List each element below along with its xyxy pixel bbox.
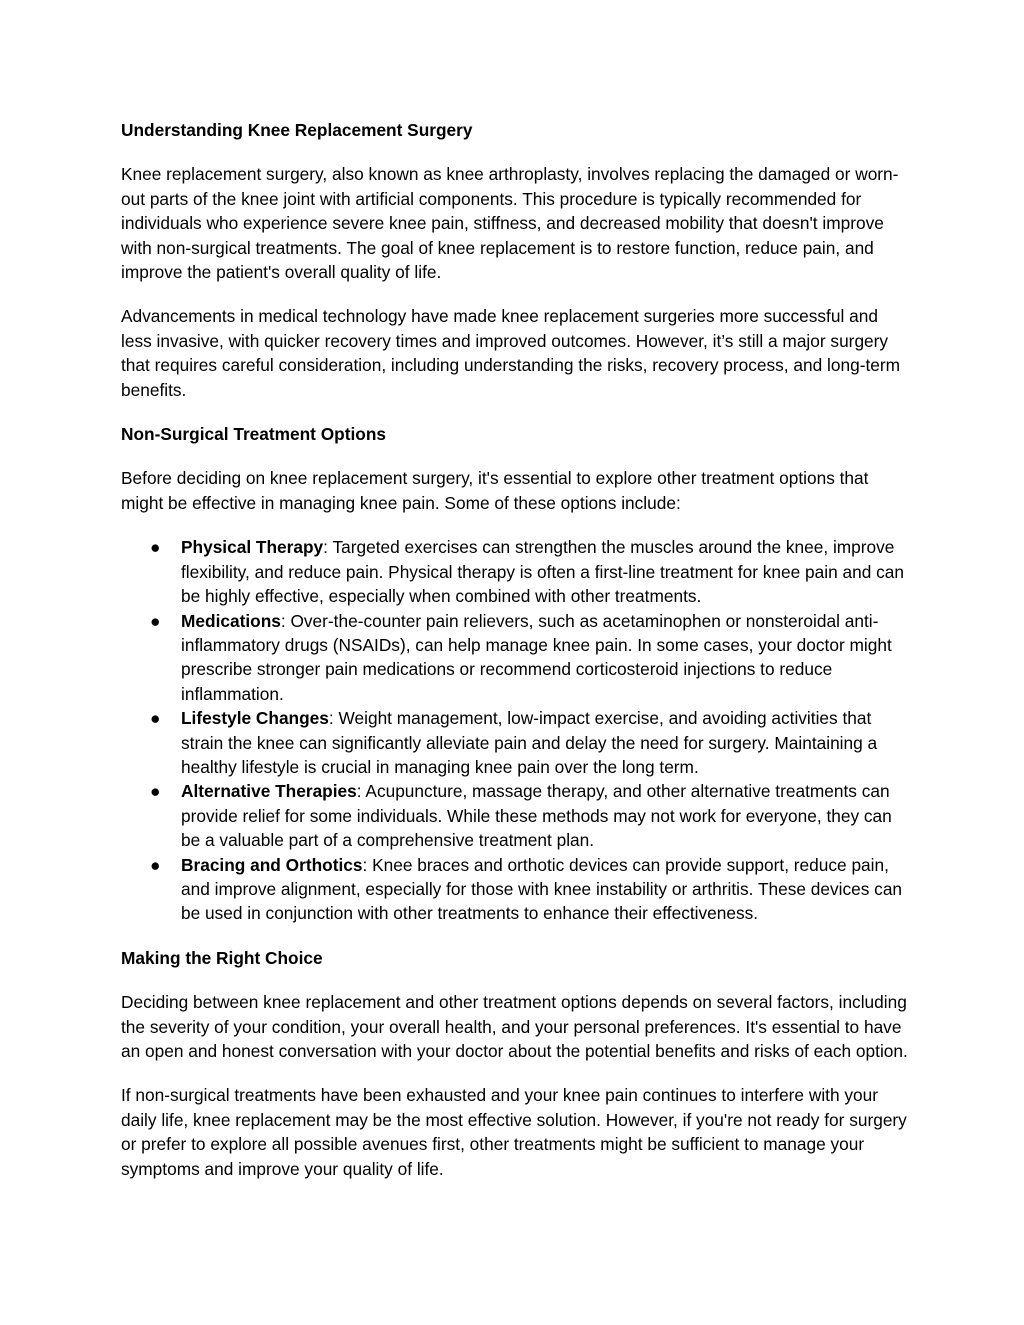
list-item-term: Bracing and Orthotics: [181, 854, 363, 875]
list-item: [121, 609, 911, 707]
section-heading-right-choice: Making the Right Choice: [121, 947, 323, 968]
list-item-text: : Targeted exercises can strengthen the muscles around the knee, improve flexibility, and reduce pain. Physical therapy is often a first-line treatment for knee pain and can be highly effective, especially when combined with other treatments.: [181, 537, 905, 607]
list-item-text: : Knee braces and orthotic devices can provide support, reduce pain, and improve alignment, especially for those with knee instability or arthritis. These devices can be used in conjunction with other treatments to enhance their effectiveness.: [181, 854, 903, 924]
list-item-text: : Over-the-counter pain relievers, such as acetaminophen or nonsteroidal anti-inflammatory drugs (NSAIDs), can help manage knee pain. In some cases, your doctor might prescribe stronger pain medications or recommend corticosteroid injections to reduce inflammation.: [181, 610, 892, 704]
bullet-icon: ●: [150, 708, 161, 729]
paragraph-deciding-factors: Deciding between knee replacement and other treatment options depends on several factors, including the severity of your condition, your overall health, and your personal preferences. It's essential to have an open and honest conversation with your doctor about the potential benefits and risks of each option.: [121, 992, 908, 1061]
paragraph-arthroplasty-definition: Knee replacement surgery, also known as knee arthroplasty, involves replacing the damaged or worn-out parts of the knee joint with artificial components. This procedure is typically recommended for individuals who experience severe knee pain, stiffness, and decreased mobility that doesn't improve with non-surgical treatments. The goal of knee replacement is to restore function, reduce pain, and improve the patient's overall quality of life.: [121, 164, 899, 283]
bullet-icon: ●: [150, 610, 161, 631]
list-item: [121, 535, 911, 608]
bullet-icon: ●: [150, 781, 161, 802]
treatment-options-list: [121, 535, 911, 926]
bullet-icon: ●: [150, 537, 161, 558]
list-item-text: : Acupuncture, massage therapy, and other alternative treatments can provide relief for some individuals. While these methods may not work for everyone, they can be a valuable part of a comprehensive treatment plan.: [181, 781, 892, 851]
list-item-term: Lifestyle Changes: [181, 708, 329, 729]
list-item-term: Medications: [181, 610, 281, 631]
document-page: [121, 118, 911, 1201]
list-item: [121, 706, 911, 779]
list-item-text: : Weight management, low-impact exercise, and avoiding activities that strain the knee can significantly alleviate pain and delay the need for surgery. Maintaining a healthy lifestyle is crucial in managing knee pain over the long term.: [181, 708, 878, 777]
section-heading-understanding: Understanding Knee Replacement Surgery: [121, 120, 473, 140]
section-heading-non-surgical: Non-Surgical Treatment Options: [121, 424, 387, 445]
list-item: [121, 779, 911, 852]
list-item-term: Alternative Therapies: [181, 781, 357, 802]
list-item-term: Physical Therapy: [181, 537, 324, 558]
bullet-icon: ●: [150, 854, 161, 875]
list-item: [121, 853, 911, 926]
paragraph-conclusion: If non-surgical treatments have been exhausted and your knee pain continues to interfere with your daily life, knee replacement may be the most effective solution. However, if you're not ready for surgery or prefer to explore all possible avenues first, other treatments might be sufficient to manage your symptoms and improve your quality of life.: [121, 1085, 907, 1179]
paragraph-advancements: Advancements in medical technology have made knee replacement surgeries more successful and less invasive, with quicker recovery times and improved outcomes. However, it’s still a major surgery that requires careful consideration, including understanding the risks, recovery process, and long-term benefits.: [121, 306, 901, 400]
paragraph-non-surgical-intro: Before deciding on knee replacement surgery, it's essential to explore other treatment options that might be effective in managing knee pain. Some of these options include:: [121, 468, 869, 513]
